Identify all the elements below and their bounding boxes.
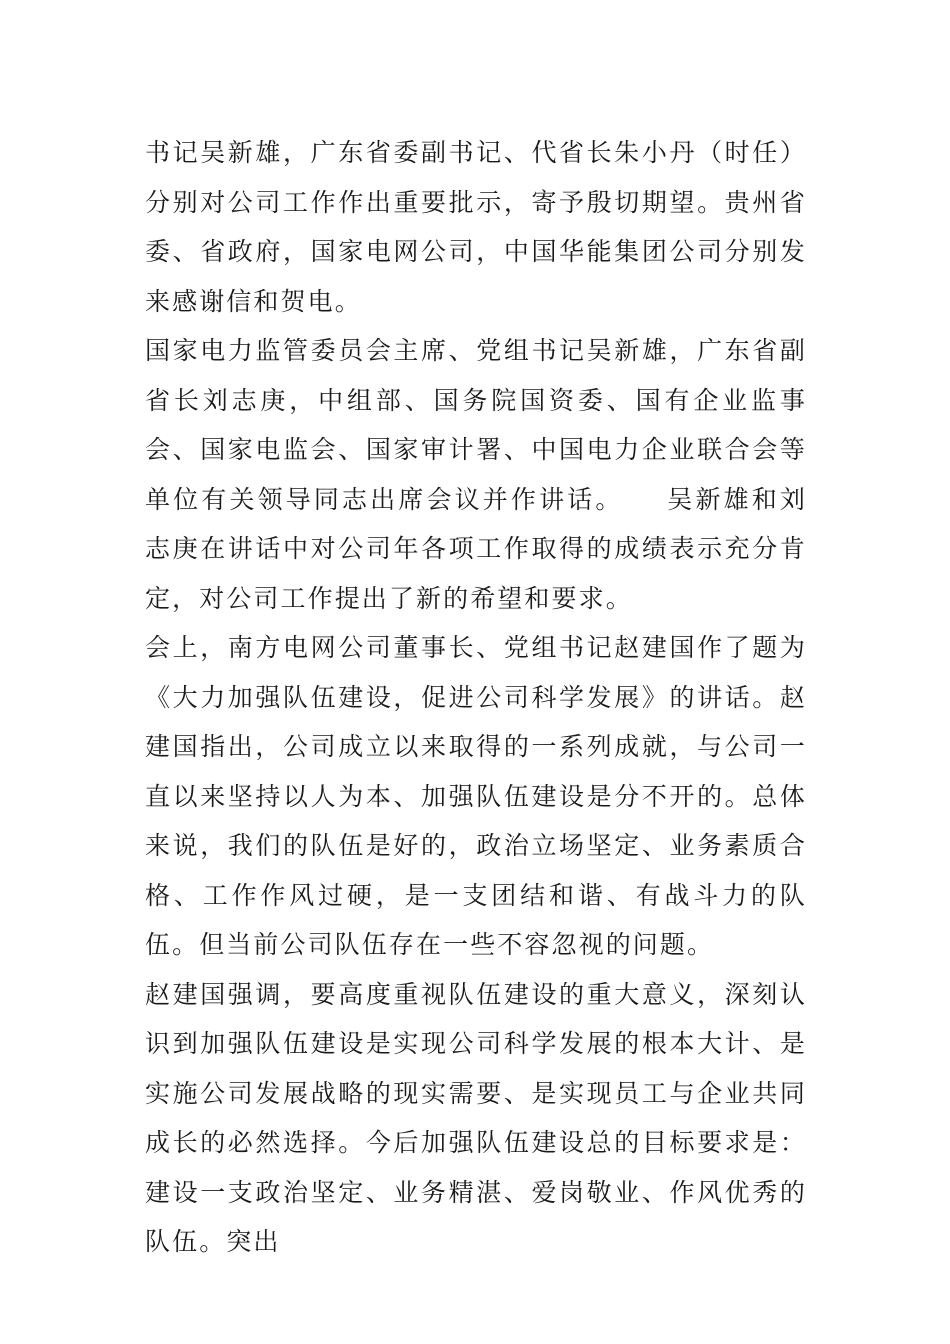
paragraph-4: 赵建国强调，要高度重视队伍建设的重大意义，深刻认识到加强队伍建设是实现公司科学发展的根本大计、是实施公司发展战略的现实需要、是实现员工与企业共同成长的必然选择。今后加强队伍建设总的目标要求是：建设一支政治坚定、业务精湛、爱岗敬业、作风优秀的队伍。突出 <box>145 979 807 1256</box>
document-body <box>145 128 807 1267</box>
paragraph-1: 书记吴新雄，广东省委副书记、代省长朱小丹（时任）分别对公司工作作出重要批示，寄予殷切期望。贵州省委、省政府，国家电网公司，中国华能集团公司分别发来感谢信和贺电。 <box>145 138 807 316</box>
paragraph-3: 会上，南方电网公司董事长、党组书记赵建国作了题为《大力加强队伍建设，促进公司科学发展》的讲话。赵建国指出，公司成立以来取得的一系列成就，与公司一直以来坚持以人为本、加强队伍建设是分不开的。总体来说，我们的队伍是好的，政治立场坚定、业务素质合格、工作作风过硬，是一支团结和谐、有战斗力的队伍。但当前公司队伍存在一些不容忽视的问题。 <box>145 633 807 959</box>
paragraph-2: 国家电力监管委员会主席、党组书记吴新雄，广东省副省长刘志庚，中组部、国务院国资委、国有企业监事会、国家电监会、国家审计署、中国电力企业联合会等单位有关领导同志出席会议并作讲话。 吴新雄和刘志庚在讲话中对公司年各项工作取得的成绩表示充分肯定，对公司工作提出了新的希望和要求。 <box>145 336 807 613</box>
